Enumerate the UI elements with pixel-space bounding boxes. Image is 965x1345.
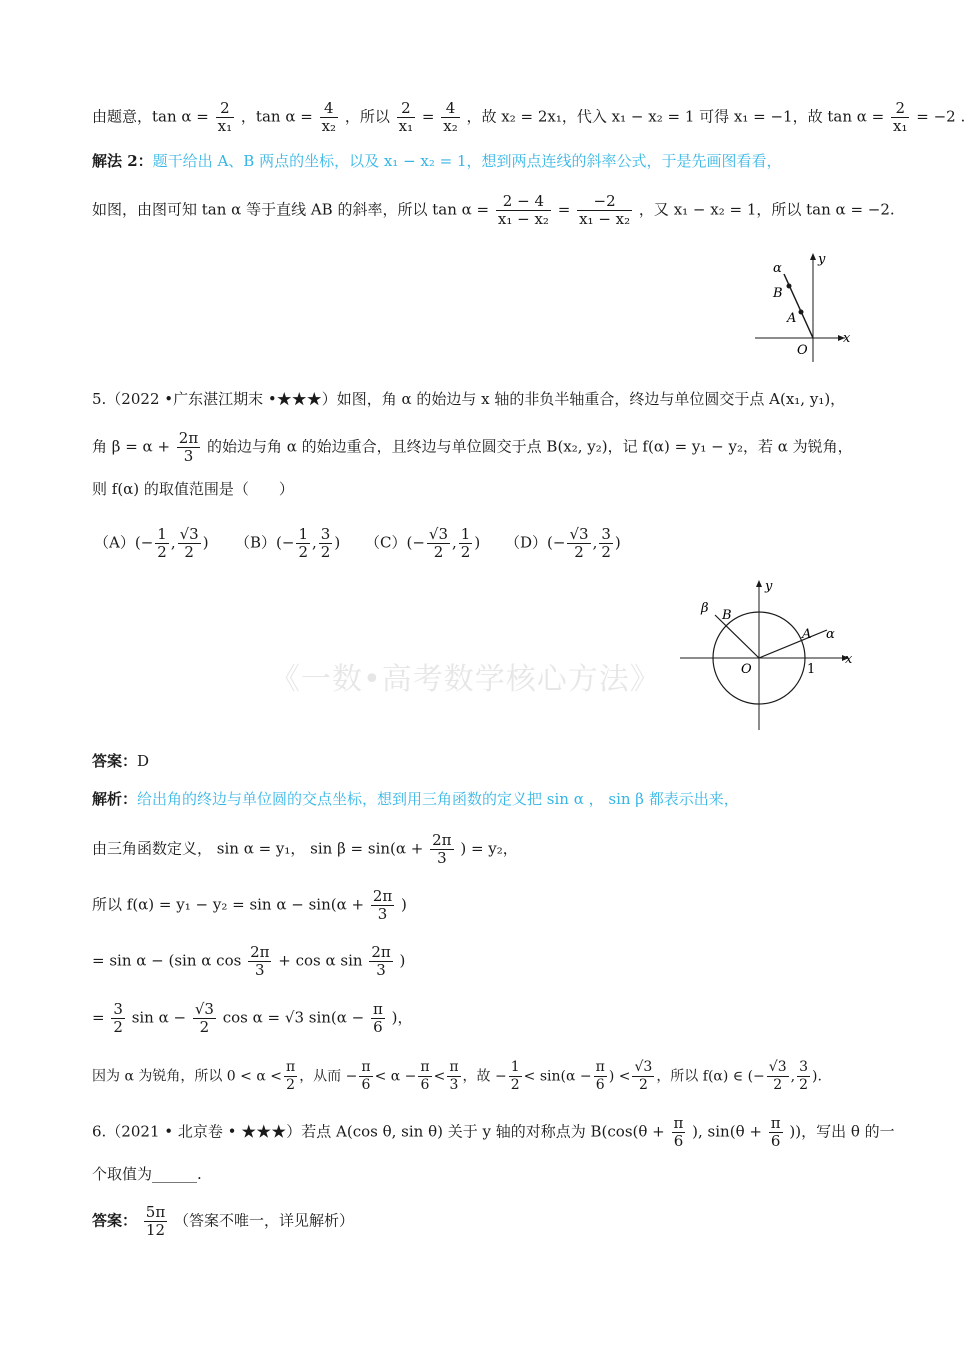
numerator: √3	[569, 525, 589, 543]
text: =	[92, 1008, 105, 1027]
denominator: x₁ − x₂	[497, 210, 549, 228]
numerator: 2π	[371, 943, 391, 961]
text: cos α = √3 sin(α −	[222, 1008, 365, 1027]
fraction	[427, 526, 450, 561]
numerator: 2π	[178, 429, 199, 447]
fraction	[632, 1059, 654, 1094]
text: ,	[452, 533, 457, 552]
fraction	[441, 100, 459, 135]
watermark: 《一数•高考数学核心方法》	[270, 662, 661, 697]
option-label: （C）	[365, 533, 407, 552]
denominator: 6	[673, 1132, 684, 1150]
numerator: π	[673, 1114, 684, 1132]
denominator: x₁	[893, 117, 908, 135]
text: ，故 −	[462, 1068, 507, 1085]
text: )	[202, 533, 209, 552]
text: 个取值为______.	[92, 1165, 202, 1183]
text: (−	[134, 533, 154, 552]
text: sin α −	[131, 1008, 187, 1027]
fraction	[567, 526, 590, 561]
numerator: 1	[460, 525, 471, 543]
numerator: 2	[891, 100, 909, 118]
analysis-label: 解析：	[92, 790, 138, 808]
denominator: 2	[574, 543, 584, 561]
alpha-terminal-side	[759, 630, 827, 658]
analysis-step-5	[92, 1059, 822, 1094]
numerator: √3	[634, 1059, 653, 1075]
denominator: 2	[298, 543, 308, 561]
alpha-label: α	[826, 627, 835, 642]
numerator: π	[420, 1059, 430, 1075]
denominator: 3	[376, 961, 386, 979]
option-label: （A）	[94, 533, 135, 552]
fraction	[594, 1059, 607, 1094]
text: ), sin(θ +	[692, 1122, 762, 1141]
unit-label: 1	[807, 662, 816, 677]
numerator: 1	[157, 525, 167, 543]
text: =	[421, 107, 435, 126]
fraction	[496, 193, 551, 228]
q5-line-2	[92, 430, 853, 465]
text: ))，写出 θ 的一	[789, 1122, 895, 1141]
fraction	[459, 526, 473, 561]
method-hint: 题干给出 A、B 两点的坐标，以及 x₁ − x₂ = 1，想到两点连线的斜率公式，于是先画图看看，	[152, 152, 782, 170]
q5-line-1	[92, 388, 845, 410]
text: )	[474, 533, 481, 552]
y-label: y	[818, 252, 826, 267]
denominator: 2	[199, 1018, 210, 1036]
numerator: 2π	[432, 831, 452, 849]
fraction	[397, 100, 415, 135]
fraction	[369, 944, 392, 979]
denominator: 2	[157, 543, 167, 561]
q6-line-1	[92, 1115, 895, 1150]
numerator: √3	[194, 1000, 214, 1018]
option-b[interactable]	[235, 526, 340, 561]
denominator: 3	[255, 961, 265, 979]
denominator: 3	[377, 905, 388, 923]
fraction	[672, 1115, 686, 1150]
slope-figure	[750, 250, 860, 365]
text: 所以 f(α) = y₁ − y₂ = sin α − sin(α +	[92, 895, 365, 914]
answer-label: 答案：	[92, 752, 138, 770]
b-label: B	[722, 608, 732, 623]
numerator: 1	[510, 1059, 520, 1075]
analysis-step-3	[92, 944, 405, 979]
text: )，	[391, 1008, 413, 1027]
fraction	[599, 526, 613, 561]
fraction	[193, 1001, 216, 1036]
denominator: 2	[638, 1077, 648, 1093]
fraction	[284, 1059, 297, 1094]
text: )	[401, 895, 407, 914]
text: )	[399, 951, 406, 970]
text: <	[433, 1068, 446, 1085]
denominator: 6	[420, 1077, 430, 1093]
denominator: x₁	[398, 117, 414, 135]
option-label: （B）	[235, 533, 277, 552]
fraction	[296, 526, 310, 561]
denominator: 3	[437, 849, 447, 867]
y-arrow	[810, 253, 816, 260]
denominator: 2	[601, 543, 611, 561]
numerator: π	[373, 1000, 383, 1018]
text: =	[557, 200, 571, 219]
text: )	[614, 533, 621, 552]
numerator: 2π	[372, 887, 393, 905]
answer-6	[92, 1204, 354, 1239]
denominator: 2	[460, 543, 471, 561]
denominator: 3	[183, 447, 194, 465]
numerator: 2π	[250, 943, 270, 961]
denominator: x₂	[321, 117, 337, 135]
text: 由三角函数定义， sin α = y₁， sin β = sin(α +	[92, 839, 424, 858]
unit-circle-figure	[675, 575, 855, 735]
fraction	[767, 1059, 789, 1094]
text: ，所以	[344, 107, 390, 126]
origin-label: O	[797, 343, 808, 358]
option-a[interactable]	[94, 526, 209, 561]
numerator: 3	[601, 525, 611, 543]
numerator: 4	[441, 100, 459, 118]
text: 的始边与角 α 的始边重合，且终边与单位圆交于点 B(x₂, y₂)，记 f(α) = y₁ − y₂，若 α 为锐角，	[206, 437, 853, 456]
x-label: x	[845, 652, 853, 667]
denominator: 2	[184, 543, 194, 561]
a-label: A	[787, 311, 797, 326]
fraction	[111, 1001, 125, 1036]
analysis-hint-line	[92, 788, 739, 810]
numerator: π	[449, 1059, 459, 1075]
origin-label: O	[741, 662, 752, 677]
fraction	[371, 888, 394, 923]
numerator: 3	[799, 1059, 808, 1075]
fraction	[319, 526, 333, 561]
fraction	[178, 526, 201, 561]
text: 角 β = α +	[92, 437, 171, 456]
numerator: π	[285, 1059, 296, 1075]
numerator: 1	[298, 525, 308, 543]
x-label: x	[843, 331, 851, 346]
analysis-hint: 给出角的终边与单位圆的交点坐标，想到用三角函数的定义把 sin α ， sin β 都表示出来，	[137, 790, 739, 808]
alpha-label: α	[773, 261, 782, 276]
denominator: 6	[770, 1132, 781, 1150]
solution-line-3	[92, 193, 895, 228]
b-label: B	[773, 286, 783, 301]
denominator: 2	[113, 1018, 123, 1036]
numerator: π	[595, 1059, 605, 1075]
fraction	[577, 193, 632, 228]
text: ，从而 −	[299, 1068, 358, 1085]
fraction	[359, 1059, 372, 1094]
text: 6.（2021 • 北京卷 • ★★★）若点 A(cos θ, sin θ) 关于 y 轴的对称点为 B(cos(θ +	[92, 1122, 665, 1141]
option-d[interactable]	[505, 526, 621, 561]
answer-note: （答案不唯一，详见解析）	[173, 1211, 354, 1230]
denominator: 2	[773, 1077, 783, 1093]
text: ,	[170, 533, 176, 552]
denominator: x₁	[217, 117, 233, 135]
numerator: π	[770, 1114, 781, 1132]
fraction	[447, 1059, 460, 1094]
text: 如图，由图可知 tan α 等于直线 AB 的斜率，所以 tan α =	[92, 200, 490, 219]
q6-line-2	[92, 1163, 202, 1185]
numerator: √3	[768, 1059, 787, 1075]
text: ,	[592, 533, 598, 552]
numerator: √3	[428, 525, 449, 543]
answer-value: D	[137, 752, 150, 770]
text: 5.（2022 •广东湛江期末 •★★★）如图，角 α 的始边与 x 轴的非负半轴重合，终边与单位圆交于点 A(x₁, y₁)，	[92, 390, 846, 408]
denominator: 6	[373, 1018, 383, 1036]
fraction	[144, 1204, 167, 1239]
fraction	[177, 430, 200, 465]
fraction	[371, 1001, 385, 1036]
analysis-step-2	[92, 888, 407, 923]
denominator: x₁ − x₂	[579, 210, 631, 228]
text: 因为 α 为锐角，所以 0 < α <	[92, 1068, 282, 1085]
fraction	[320, 100, 338, 135]
numerator: 2	[216, 100, 234, 118]
analysis-step-1	[92, 832, 518, 867]
y-arrow	[756, 580, 762, 587]
fraction	[155, 526, 169, 561]
text: (−	[276, 533, 295, 552]
text: = −2 .	[916, 107, 965, 126]
text: + cos α sin	[278, 951, 363, 970]
text: < α −	[374, 1068, 417, 1085]
text: )	[334, 533, 341, 552]
text: ).	[811, 1068, 822, 1085]
option-c[interactable]	[365, 526, 480, 561]
fraction	[248, 944, 271, 979]
answer-5	[92, 750, 149, 772]
fraction	[509, 1059, 522, 1094]
fraction	[430, 832, 453, 867]
denominator: 12	[145, 1221, 166, 1239]
fraction	[216, 100, 234, 135]
text: ，tan α =	[240, 107, 313, 126]
q5-line-3	[92, 478, 294, 500]
denominator: 2	[510, 1077, 520, 1093]
numerator: 2 − 4	[496, 193, 551, 211]
analysis-step-4	[92, 1001, 413, 1036]
solution-line-1	[92, 100, 965, 135]
y-label: y	[765, 579, 773, 594]
numerator: 3	[320, 525, 331, 543]
text: 则 f(α) 的取值范围是（ ）	[92, 480, 294, 498]
option-label: （D）	[505, 533, 548, 552]
text: (−	[547, 533, 566, 552]
text: 由题意，tan α =	[92, 107, 209, 126]
answer-label: 答案：	[92, 1211, 138, 1230]
point-a	[799, 310, 804, 315]
text: ,	[790, 1068, 796, 1085]
numerator: 4	[320, 100, 338, 118]
numerator: −2	[577, 193, 632, 211]
denominator: 6	[361, 1077, 371, 1093]
text: ) = y₂，	[460, 839, 518, 858]
text: ) <	[608, 1068, 631, 1085]
text: ，又 x₁ − x₂ = 1，所以 tan α = −2.	[638, 200, 895, 219]
numerator: 2	[397, 100, 415, 118]
method-label: 解法 2：	[92, 152, 153, 170]
fraction	[418, 1059, 431, 1094]
numerator: π	[361, 1059, 371, 1075]
denominator: 2	[433, 543, 444, 561]
numerator: 3	[113, 1000, 123, 1018]
denominator: 3	[449, 1077, 459, 1093]
text: (−	[406, 533, 425, 552]
beta-label: β	[701, 601, 709, 616]
numerator: √3	[179, 525, 199, 543]
text: < sin(α −	[523, 1068, 592, 1085]
point-b	[787, 284, 792, 289]
numerator: 5π	[145, 1203, 166, 1221]
fraction	[797, 1059, 810, 1094]
text: = sin α − (sin α cos	[92, 951, 242, 970]
text: ，所以 f(α) ∈ (−	[656, 1068, 765, 1085]
fraction	[891, 100, 909, 135]
denominator: x₂	[443, 117, 458, 135]
method-2-line	[92, 150, 782, 172]
denominator: 2	[286, 1077, 296, 1093]
text: ,	[312, 533, 317, 552]
denominator: 2	[799, 1077, 808, 1093]
a-label: A	[802, 627, 812, 642]
text: ，故 x₂ = 2x₁，代入 x₁ − x₂ = 1 可得 x₁ = −1，故 tan α =	[466, 107, 885, 126]
denominator: 6	[595, 1077, 605, 1093]
fraction	[769, 1115, 783, 1150]
denominator: 2	[320, 543, 331, 561]
